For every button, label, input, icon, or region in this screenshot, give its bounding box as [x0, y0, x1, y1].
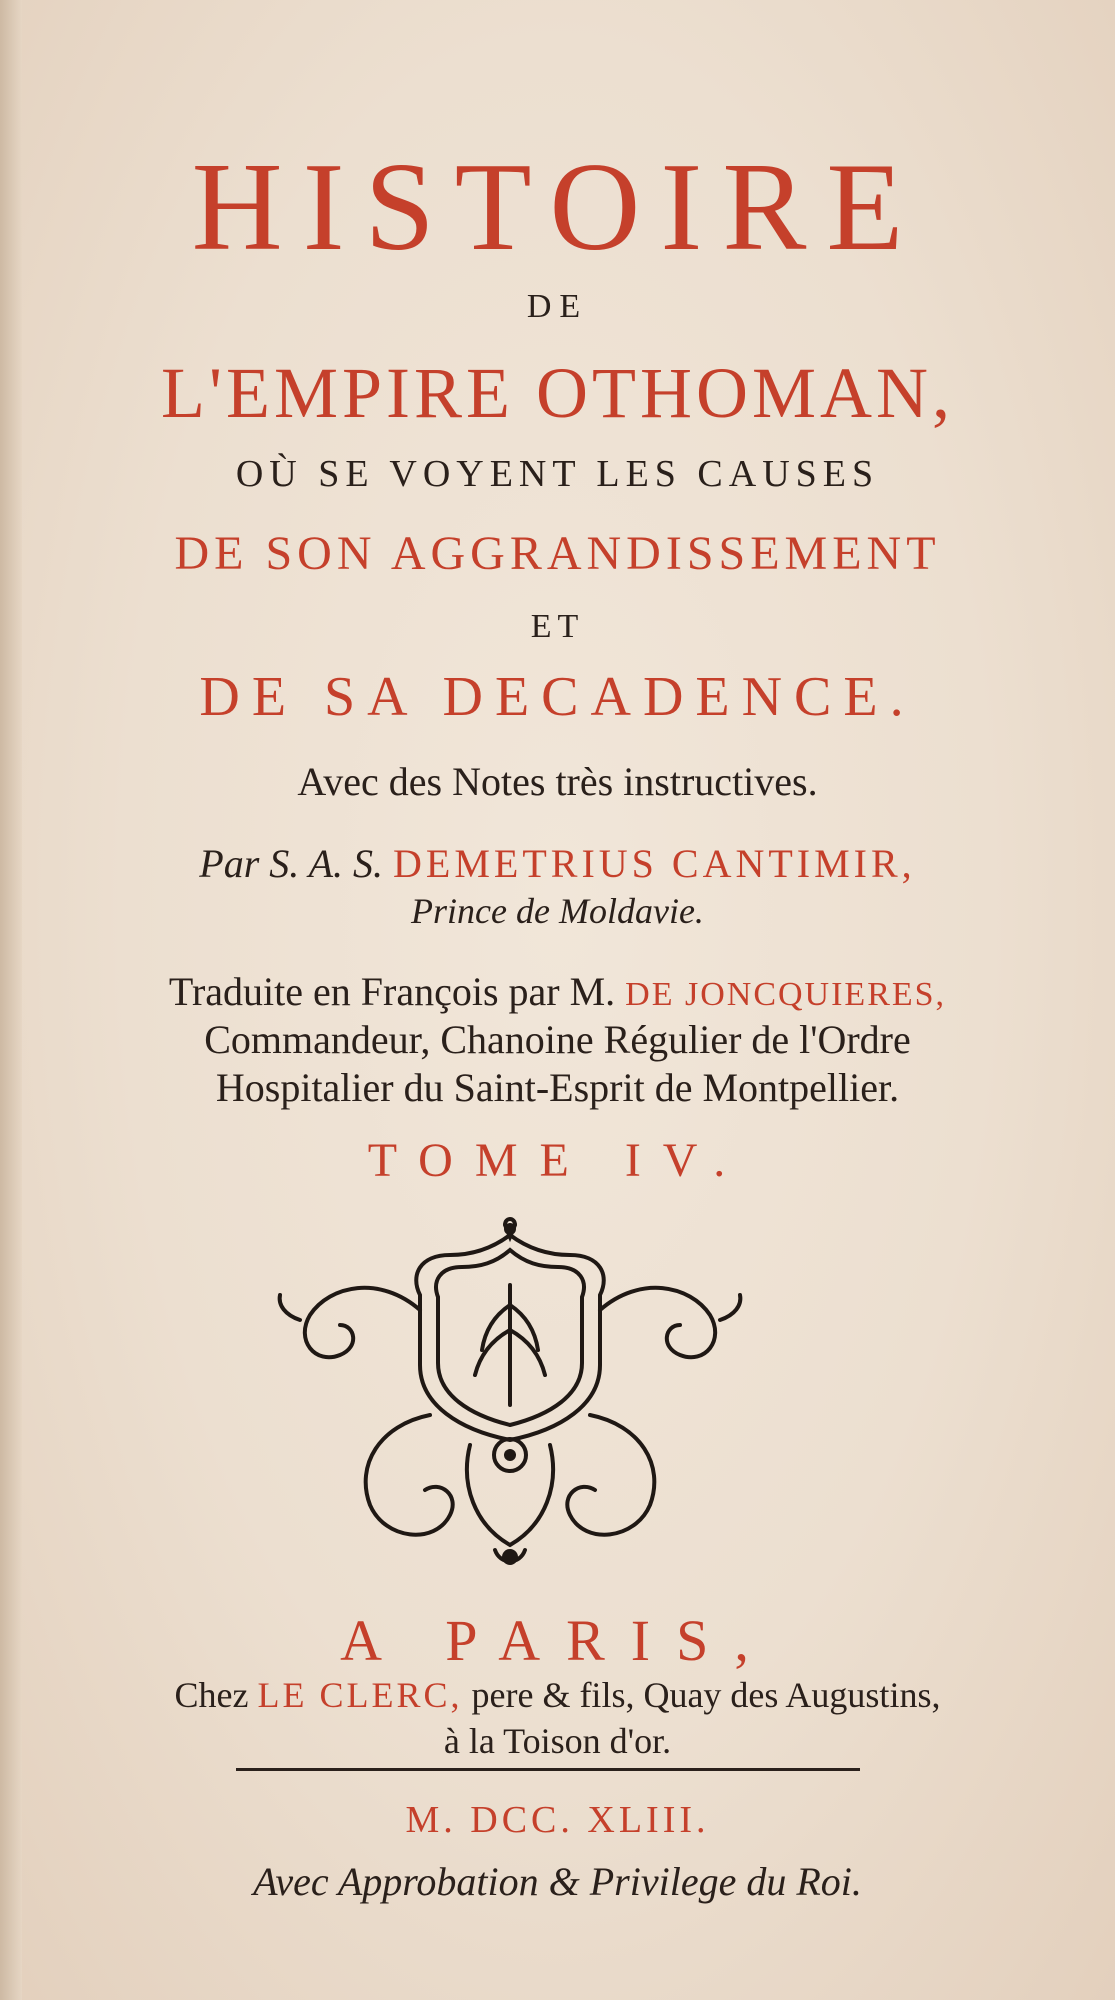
- printer-ornament-icon: [270, 1215, 750, 1575]
- author-par: Par S. A. S.: [199, 841, 384, 886]
- volume-number: TOME IV.: [367, 1134, 748, 1187]
- author-title: Prince de Moldavie.: [411, 891, 704, 931]
- divider-rule: [236, 1768, 860, 1771]
- approbation-line: Avec Approbation & Privilege du Roi.: [253, 1859, 862, 1904]
- author-name: DEMETRIUS CANTIMIR,: [393, 841, 916, 886]
- translation-line-2: Commandeur, Chanoine Régulier de l'Ordre: [204, 1017, 911, 1062]
- imprint-address: pere & fils, Quay des Augustins,: [471, 1675, 941, 1715]
- translator-name: DE JONCQUIERES,: [625, 976, 947, 1013]
- subtitle-aggrandissement: DE SON AGGRANDISSEMENT: [174, 527, 941, 580]
- subtitle-et: ET: [530, 608, 585, 645]
- imprint-publisher-line: [0, 1674, 1115, 1716]
- imprint-publisher: LE CLERC,: [257, 1675, 463, 1715]
- subtitle-decadence: DE SA DECADENCE.: [199, 666, 916, 728]
- title-de: DE: [526, 288, 589, 325]
- title-line-empire: L'EMPIRE OTHOMAN,: [161, 353, 954, 433]
- imprint-sign: à la Toison d'or.: [443, 1721, 672, 1761]
- imprint-date: M. DCC. XLIII.: [405, 1799, 710, 1841]
- translation-line-3: Hospitalier du Saint-Esprit de Montpellier.: [215, 1065, 900, 1110]
- translation-prefix: Traduite en François par M.: [168, 969, 616, 1014]
- imprint-city: A PARIS,: [340, 1608, 775, 1673]
- subtitle-causes: OÙ SE VOYENT LES CAUSES: [235, 453, 880, 495]
- title-line-histoire: HISTOIRE: [191, 138, 924, 277]
- notes-line: Avec des Notes très instructives.: [297, 759, 818, 804]
- imprint-chez: Chez: [174, 1675, 249, 1715]
- translation-line-1: [0, 968, 1115, 1015]
- author-line: [0, 840, 1115, 887]
